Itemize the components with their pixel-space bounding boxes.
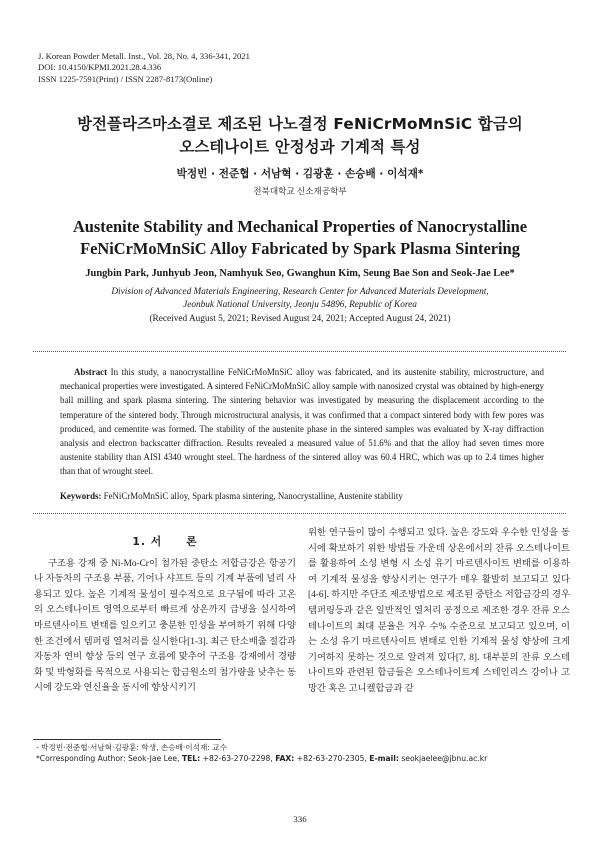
section-heading-introduction (34, 534, 296, 550)
keywords-label: Keywords: (60, 491, 102, 501)
korean-title-line-1: 방전플라즈마소결로 제조된 나노결정 FeNiCrMoMnSiC 합금의 (77, 115, 523, 133)
english-title-line-2: FeNiCrMoMnSiC Alloy Fabricated by Spark Plasma Sintering (80, 239, 520, 258)
fax-value: +82-63-270-2305, (296, 754, 367, 763)
section-number: 1. 서 (132, 535, 163, 548)
fax-label: FAX: (275, 754, 295, 763)
english-title (0, 216, 600, 260)
corresponding-label: *Corresponding Author: Seok-Jae Lee, (36, 754, 180, 763)
abstract-bottom-divider (33, 513, 566, 514)
abstract-label: Abstract (74, 367, 108, 377)
email-label: E-mail: (369, 754, 399, 763)
affiliation-line-2: Jeonbuk National University, Jeonju 54896, Republic of Korea (183, 300, 417, 311)
keywords (60, 490, 544, 503)
section-title: 론 (186, 535, 198, 548)
abstract-text: In this study, a nanocrystalline FeNiCrMoMnSiC alloy was fabricated, and its austenite stability, microstructure, and mechanical properties were investigated. A sintered FeNiCrMoMnSiC alloy sample with nanosized crystal was obtained by high-energy ball milling and spark plasma sintering. The sintering behavior was investigated by measuring the displacement according to the temperature of the sintered body. Through microstructural analysis, it was confirmed that a compact sintered body with few pores was produced, and cementite was formed. The stability of the austenite phase in the sintered samples was evaluated by X-ray diffraction analysis and electron backscatter diffraction. Results revealed a measured value of 51.6% and that the alloy had seven times more austenite stability than AISI 4340 wrought steel. The hardness of the sintered alloy was 60.4 HRC, which was up to 2.4 times higher than that of wrought steel. (60, 367, 544, 477)
korean-authors: 박정빈 · 전준협 · 서남혁 · 김광훈 · 손승배 · 이석재* (176, 168, 424, 180)
footnote-divider (33, 739, 221, 740)
email-value: seokjaelee@jbnu.ac.kr (401, 754, 488, 763)
right-column (308, 526, 570, 698)
left-column (34, 526, 296, 697)
intro-paragraph-left: 구조용 강재 중 Ni-Mo-Cr이 첨가된 중탄소 저합금강은 항공기나 자동차의 구조용 부품, 기어나 샤프트 등의 기계 부품에 널리 사용되고 있다. 높은 기계적 물성이 필수적으로 요구됨에 따라 고온의 오스테나이트 영역으로부터 빠르게 상온까지 급냉을 실시하여 마르텐사이트 변태를 일으키고 충분한 인성을 부여하기 위해 다양한 조건에서 템퍼링 열처리를 실시한다[1-3]. 최근 탄소배출 절감과 자동차 연비 향상 등의 연구 흐름에 맞추어 구조용 강재에서 경량화 및 박형화를 목적으로 사용되는 합금원소의 첨가량을 낮추는 동시에 강도와 연신율을 동시에 향상시키기 (34, 558, 296, 694)
abstract (60, 365, 544, 479)
keywords-text: FeNiCrMoMnSiC alloy, Spark plasma sintering, Nanocrystalline, Austenite stability (103, 491, 403, 501)
doi: DOI: 10.4150/KPMI.2021.28.4.336 (38, 62, 162, 73)
footnotes (36, 742, 487, 764)
english-title-line-1: Austenite Stability and Mechanical Properties of Nanocrystalline (72, 217, 528, 236)
page-number: 336 (293, 814, 307, 824)
tel-label: TEL: (181, 754, 201, 763)
english-authors: Jungbin Park, Junhyub Jeon, Namhyuk Seo, Gwanghun Kim, Seung Bae Son and Seok-Jae Lee* (85, 268, 515, 279)
affiliation-line-1: Division of Advanced Materials Engineering, Research Center for Advanced Materials Development, (111, 287, 489, 297)
korean-affiliation: 전북대학교 신소재공학부 (253, 186, 347, 196)
intro-paragraph-right: 위한 연구들이 많이 수행되고 있다. 높은 강도와 우수한 인성을 동시에 확보하기 위한 방법들 가운데 상온에서의 잔류 오스테나이트를 활용하여 소성 변형 시 소성 유기 마르텐사이트 변태를 이용하여 기계적 물성을 향상시키는 연구가 매우 활발히 보고되고 있다[4-6]. 하지만 주단조 제조방법으로 제조된 중탄소 저합금강의 경우 템퍼링등과 같은 일반적인 열처리 공정으로 제조한 경우 잔류 오스테나이트의 최대 분율은 겨우 수% 수준으로 보고되고 있으며, 이는 소성 유기 마르텐사이트 변태로 인한 기계적 물성 향상에 크게 기여하지 못하는 것으로 알려져 있다[7, 8]. 대부분의 잔류 오스테나이트와 관련된 합금들은 오스테나이트계 스테인리스 강이나 고망간 혹은 고니켈합금과 같 (308, 528, 570, 694)
received-dates: (Received August 5, 2021; Revised August 24, 2021; Accepted August 24, 2021) (149, 313, 451, 324)
tel-value: +82-63-270-2298, (202, 754, 273, 763)
abstract-top-divider (33, 351, 566, 352)
issn: ISSN 1225-7591(Print) / ISSN 2287-8173(Online) (38, 73, 213, 84)
journal-header (38, 51, 250, 85)
korean-title-line-2: 오스테나이트 안정성과 기계적 특성 (179, 138, 421, 156)
journal-citation: J. Korean Powder Metall. Inst., Vol. 28, No. 4, 336-341, 2021 (38, 51, 250, 61)
korean-title (0, 113, 600, 159)
corresponding-author-note (36, 753, 487, 764)
english-affiliation (0, 286, 600, 326)
author-status-note: - 박정빈·전준협·서남혁·김광훈: 학생, 손승배·이석재: 교수 (36, 743, 227, 752)
